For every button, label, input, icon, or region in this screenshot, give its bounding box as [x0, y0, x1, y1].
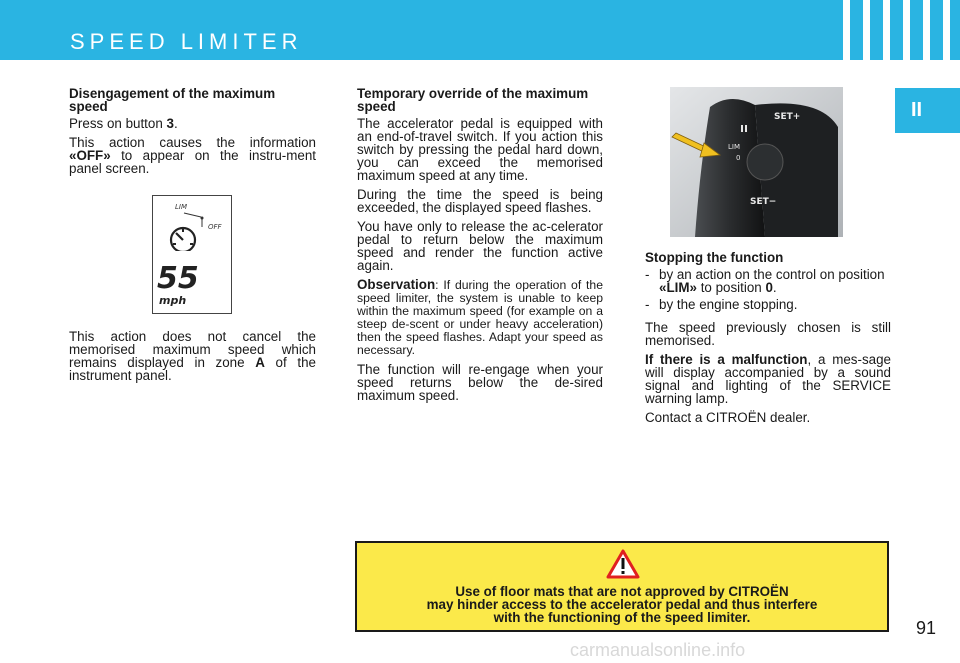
zero-label: 0: [765, 280, 773, 295]
text: Press on button: [69, 116, 163, 131]
header-stripe: [903, 0, 910, 60]
page-title: SPEED LIMITER: [70, 29, 303, 54]
text: This action causes the information: [69, 135, 316, 150]
watermark: carmanualsonline.info: [570, 640, 746, 660]
paragraph: During the time the speed is being exceeded, the displayed speed flashes.: [357, 187, 603, 215]
text: .: [772, 280, 777, 295]
off-label: OFF: [208, 223, 222, 231]
section-heading: Temporary override of the maximum speed: [357, 86, 589, 114]
text: to appear on the instru-ment panel screen.: [69, 148, 316, 176]
button-number: 3: [166, 116, 174, 131]
text: This action does not cancel the memorised maximum speed which remains displayed in zone: [69, 329, 316, 370]
text: by an action on the control on position: [659, 267, 885, 282]
text: .: [173, 116, 178, 131]
text: of the instrument panel.: [69, 355, 316, 383]
text: to position: [700, 280, 762, 295]
middle-column: [357, 87, 603, 408]
observation-paragraph: [357, 278, 603, 357]
warning-line: Use of floor mats that are not approved by CITROËN: [455, 584, 789, 599]
malfunction-label: If there is a malfunction: [645, 352, 808, 367]
off-label: «OFF»: [69, 148, 111, 163]
zone-label: A: [255, 355, 265, 370]
text: , a mes-sage will display accompanied by a sound signal and lighting of the SERVICE warning lamp.: [645, 352, 891, 406]
control-stalk-svg: [670, 87, 843, 237]
left-column: [69, 87, 316, 181]
list-item: - by the engine stopping.: [645, 297, 798, 312]
instrument-panel-illustration: [152, 195, 232, 314]
instrument-panel-svg: [153, 196, 231, 313]
header-stripe: [943, 0, 950, 60]
chapter-tab-label: II: [911, 99, 923, 121]
paragraph: [645, 353, 891, 405]
warning-line: with the functioning of the speed limiter.: [493, 610, 751, 625]
section-heading: Disengagement of the maximum speed: [69, 86, 276, 114]
lim-label: LIM: [175, 203, 188, 211]
left-column-note: [69, 330, 316, 388]
header-stripe: [843, 0, 850, 60]
lim-label: «LIM»: [659, 280, 697, 295]
right-column: [645, 251, 891, 430]
paragraph: Contact a CITROËN dealer.: [645, 410, 811, 425]
speed-unit: mph: [159, 294, 187, 307]
paragraph: [69, 136, 316, 175]
speedometer-icon: [171, 228, 195, 255]
set-plus-label: SET+: [774, 112, 801, 122]
paragraph: You have only to release the ac-celerator pedal to return below the maximum speed and render the function active again.: [357, 219, 603, 273]
header-stripe: [923, 0, 930, 60]
page-header: [0, 0, 960, 60]
warning-text: [357, 585, 887, 624]
warning-triangle-icon: [606, 549, 640, 579]
section-heading: Stopping the function: [645, 250, 784, 265]
observation-label: Observation: [357, 277, 436, 292]
warning-box: [355, 541, 889, 632]
text: : If during the operation of the speed limiter, the system is unable to keep within the maximum speed (for example on a steep de-scent or under heavy acceleration) then the speed flashes. Adapt your speed as necessary.: [357, 278, 603, 357]
paragraph: [69, 330, 316, 382]
zero-position-label: 0: [736, 154, 741, 162]
header-stripe: [863, 0, 870, 60]
paragraph: The accelerator pedal is equipped with an end-of-travel switch. If you action this switch by pressing the pedal hard down, you can exceed the memorised maximum speed at any time.: [357, 116, 603, 183]
paragraph: [69, 117, 316, 130]
paragraph: The function will re-engage when your speed returns below the de-sired maximum speed.: [357, 362, 603, 403]
list-item: - by an action on the control on position «LIM» to position 0.: [645, 267, 885, 295]
control-stalk-photo: [670, 87, 843, 237]
paragraph: The speed previously chosen is still memorised.: [645, 320, 891, 348]
speed-value: 55: [157, 261, 199, 296]
page-number: 91: [916, 618, 937, 638]
warning-line: may hinder access to the accelerator pedal and thus interfere: [426, 597, 818, 612]
lim-position-label: LIM: [728, 143, 741, 151]
set-minus-label: SET−: [750, 197, 777, 207]
text: by the engine stopping.: [659, 297, 798, 312]
chapter-tab: [895, 88, 960, 133]
header-stripe: [883, 0, 890, 60]
